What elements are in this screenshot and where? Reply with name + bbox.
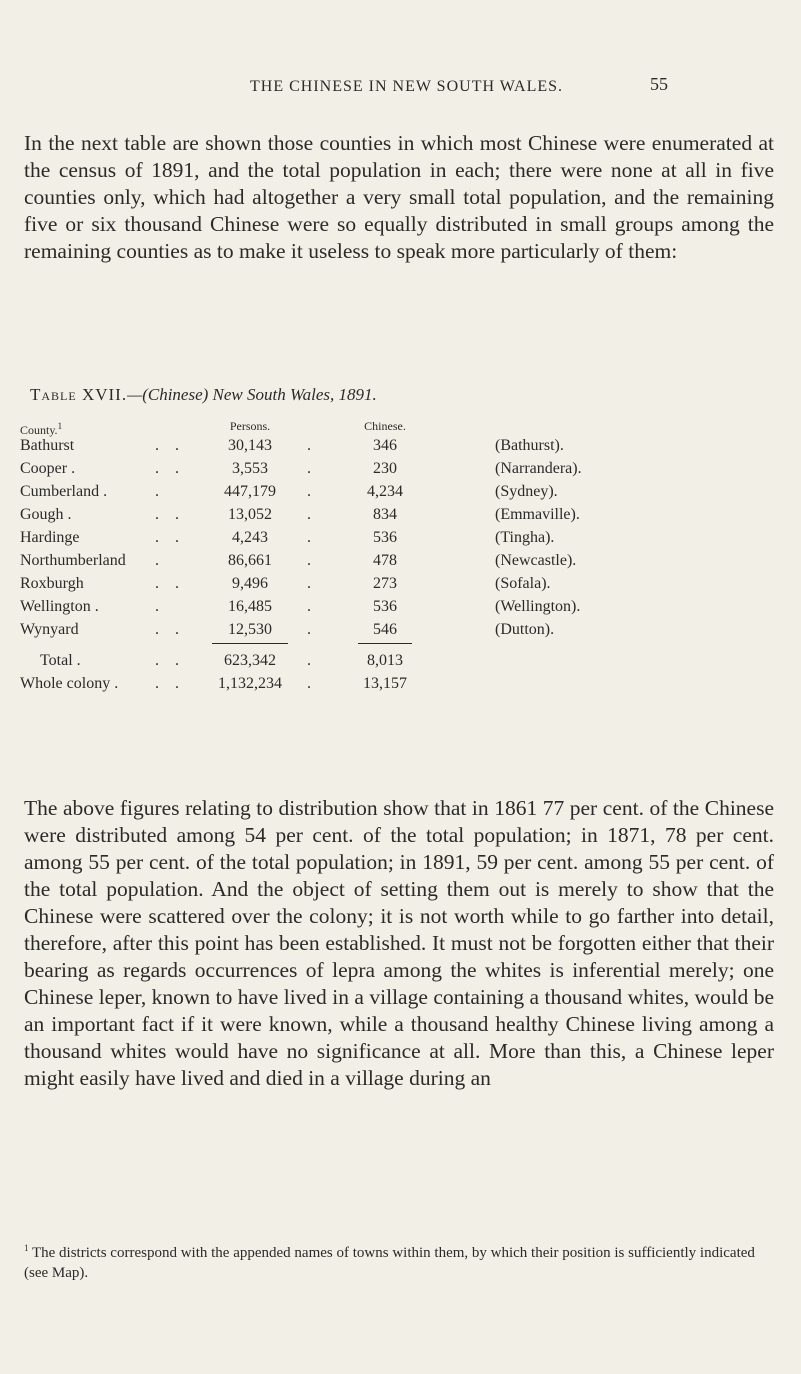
chinese-value: 536 (373, 598, 397, 615)
leader-dots: . . (155, 652, 185, 669)
footnote-marker: 1 (24, 1243, 29, 1253)
county-name: Bathurst (20, 437, 75, 454)
persons-value: 16,485 (228, 598, 272, 615)
chinese-value: 346 (373, 437, 397, 454)
leader-dots: . . (155, 621, 185, 638)
persons-value: 9,496 (232, 575, 268, 592)
table-caption (30, 385, 377, 405)
total-persons: 623,342 (224, 652, 276, 669)
table-caption-title: —(Chinese) New South Wales, 1891. (127, 385, 377, 404)
county-name: Cumberland . (20, 483, 108, 500)
leader-dots: . . (155, 675, 185, 692)
footnote-ref: 1 (57, 421, 63, 431)
intro-paragraph: In the next table are shown those counties in which most Chinese were enumerated at the census of 1891, and the total population in each; there were none at all in five counties only, which had altogether a very small total population, and the remaining five or six thousand Chinese were so equally distributed in small groups among the remaining counties as to make it useless to speak more particularly of them: (24, 131, 774, 263)
table-row: Cooper . . . 3,553 . 230 (Narrandera). (20, 457, 640, 480)
county-name: Cooper . (20, 460, 76, 477)
town-name: (Tingha). (495, 529, 555, 546)
town-name: (Narrandera). (495, 460, 582, 477)
persons-value: 447,179 (224, 483, 276, 500)
persons-value: 12,530 (228, 621, 272, 638)
table-row: Gough . . . 13,052 . 834 (Emmaville). (20, 503, 640, 526)
total-chinese: 8,013 (367, 652, 403, 669)
header-chinese: Chinese. (364, 419, 406, 433)
town-name: (Dutton). (495, 621, 555, 638)
table-header-row (20, 418, 640, 437)
header-persons: Persons. (229, 419, 271, 433)
chinese-value: 478 (373, 552, 397, 569)
chinese-value: 546 (373, 621, 397, 638)
leader-dots: . (155, 598, 165, 615)
page-number: 55 (650, 74, 668, 94)
leader-dots: . . (155, 575, 185, 592)
whole-colony-persons: 1,132,234 (218, 675, 282, 692)
persons-value: 3,553 (232, 460, 268, 477)
population-table (20, 418, 640, 695)
table-row: Wynyard . . 12,530 . 546 (Dutton). (20, 618, 640, 641)
header-county: County.$^1$ (20, 421, 63, 437)
leader-dots: . (155, 552, 165, 569)
persons-value: 13,052 (228, 506, 272, 523)
sum-rule-row (20, 641, 640, 649)
sum-rule-persons (212, 643, 288, 644)
table-row: Cumberland . . 447,179 . 4,234 (Sydney). (20, 480, 640, 503)
town-name: (Sydney). (495, 483, 558, 500)
chinese-value: 4,234 (367, 483, 403, 500)
footnote (24, 1238, 774, 1283)
county-name: Gough . (20, 506, 72, 523)
town-name: (Emmaville). (495, 506, 580, 523)
county-name: Hardinge (20, 529, 80, 546)
county-name: Wellington . (20, 598, 99, 615)
persons-value: 86,661 (228, 552, 272, 569)
chinese-value: 273 (373, 575, 397, 592)
town-name: (Sofala). (495, 575, 551, 592)
town-name: (Newcastle). (495, 552, 577, 569)
county-name: Wynyard (20, 621, 79, 638)
running-head: THE CHINESE IN NEW SOUTH WALES. (250, 78, 564, 95)
table-row: Northumberland . 86,661 . 478 (Newcastle). (20, 549, 640, 572)
town-name: (Wellington). (495, 598, 581, 615)
chinese-value: 230 (373, 460, 397, 477)
leader-dots: . . (155, 529, 185, 546)
table-row: Wellington . . 16,485 . 536 (Wellington). (20, 595, 640, 618)
whole-colony-row: Whole colony . . . 1,132,234 . 13,157 (20, 672, 640, 695)
leader-dots: . . (155, 437, 185, 454)
sum-rule-chinese (358, 643, 412, 644)
leader-dots: . . (155, 460, 185, 477)
table-row: Bathurst . . 30,143 . 346 (Bathurst). (20, 434, 640, 457)
persons-value: 4,243 (232, 529, 268, 546)
whole-colony-label: Whole colony . (20, 675, 119, 692)
leader-dots: . . (155, 506, 185, 523)
persons-value: 30,143 (228, 437, 272, 454)
table-row: Roxburgh . . 9,496 . 273 (Sofala). (20, 572, 640, 595)
town-name: (Bathurst). (495, 437, 564, 454)
table-row: Hardinge . . 4,243 . 536 (Tingha). (20, 526, 640, 549)
footnote-text: The districts correspond with the appended names of towns within them, by which their position is sufficiently indicated (see Map). (24, 1245, 755, 1281)
county-name: Roxburgh (20, 575, 84, 592)
leader-dots: . (155, 483, 165, 500)
chinese-value: 536 (373, 529, 397, 546)
total-label: Total . (40, 652, 81, 669)
table-caption-label: Table XVII. (30, 385, 128, 404)
body-paragraph: The above figures relating to distribution show that in 1861 77 per cent. of the Chinese were distributed among 54 per cent. of the total population; in 1871, 78 per cent. among 55 per cent. of the total population; in 1891, 59 per cent. among 55 per cent. of the total population. And the object of setting them out is merely to show that the Chinese were scattered over the colony; it is not worth while to go farther into detail, therefore, after this point has been established. It must not be forgotten either that their bearing as regards occurrences of lepra among the whites is inferential merely; one Chinese leper, known to have lived in a village containing a thousand whites, would be an important fact if it were known, while a thousand healthy Chinese living among a thousand whites would have no significance at all. More than this, a Chinese leper might easily have lived and died in a village during an (24, 796, 774, 1090)
total-row: Total . . . 623,342 . 8,013 (20, 649, 640, 672)
page-header (0, 74, 801, 98)
whole-colony-chinese: 13,157 (363, 675, 407, 692)
chinese-value: 834 (373, 506, 397, 523)
county-name: Northumberland (20, 552, 126, 569)
